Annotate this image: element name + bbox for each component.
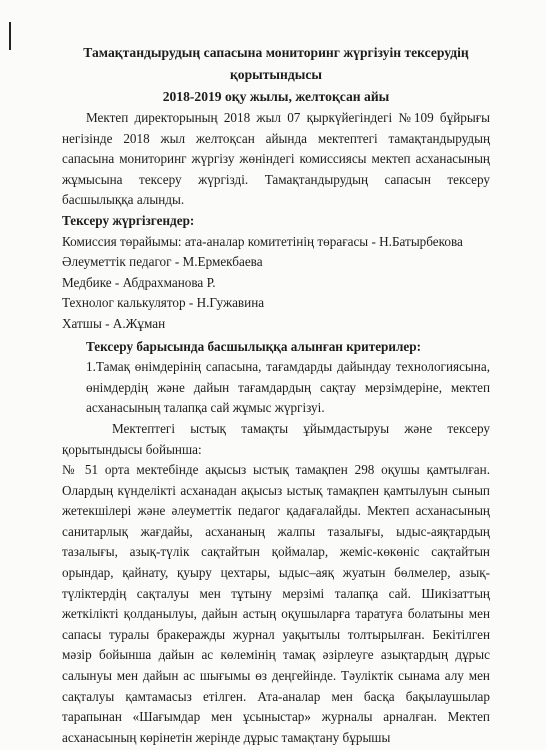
inspector-social-pedagogue: Әлеуметтік педагог - М.Ермекбаева [62,254,263,270]
document-page [62,42,490,748]
inspector-technologist: Технолог калькулятор - Н.Гужавина [62,295,265,311]
inspector-secretary: Хатшы - А.Жұман [62,315,166,331]
title-line-2: қорытындысы [229,67,323,82]
inspectors-heading: Тексеру жүргізгендер: [62,212,195,228]
title-line-1: Тамақтандырудың сапасына мониторинг жүргізуін тексерудің [83,45,469,60]
criteria-heading: Тексеру барысында басшылыққа алынған критерилер: [86,338,421,354]
inspector-nurse: Медбике - Абдрахманова Р. [62,274,216,290]
intro-paragraph: Мектеп директорының 2018 жыл 07 қыркүйегіндегі №109 бұйрығы негізінде 2018 жыл желтоқсан айында мектептегі тамақтандырудың сапасына мониторинг жүргізу жөніндегі комиссиясы мектеп асханасының жұмысына тексеру жүргізді. Тамақтандырудың сапасын тексеру басшылыққа алынды. [62,110,490,208]
criteria-item: 1.Тамақ өнімдерінің сапасына, тағамдарды дайындау технологиясына, өнімдердің және дайын тағамдардың сақтау мерзімдеріне, мектеп асханасының талапқа сай жұмыс жүргізуі. [86,359,490,416]
body-paragraph: № 51 орта мектебінде ақысыз ыстық тамақпен 298 оқушы қамтылған. Олардың күнделікті асханадан ақысыз ыстық тамақпен қамтылуын сынып жетекшілері және әлеуметтік педагог қадағалайды. Мектеп асханасының санитарлық жағдайы, асхананың жалпы тазалығы, ыдыс-аяқтардың тазалығы, азық-түлік сақтайтын қоймалар, жеміс-көкөніс сақтайтын орындар, қайнату, қуыру цехтары, ыдыс–аяқ жуатын бөлмелер, азық-түліктердің сақталуы мен тұтыну мерзімі талапқа сай. Шикізаттың жеткілікті қолданылуы, дайын астың оқушыларға таратуға болатыны мен сапасы туралы бракеражды журнал уақытылы толтырылған. Бекітілген мәзір бойынша дайын ас көлемінің тамақ әзірлеуге азықтардың дұрыс салынуы мен дайын ас шығымы өз деңгейінде. Тәуліктік сынама алу мен сақталуы қамтамасыз етілген. Ата-аналар мен басқа бақылаушылар тарапынан «Шағымдар мен ұсыныстар» журналы арналған. Мектеп асханасының көрінетін жерінде дұрыс тамақтану бұрышы [62,462,490,745]
margin-line [9,22,11,50]
title-line-3: 2018-2019 оқу жылы, желтоқсан айы [162,89,390,104]
inspector-chair: Комиссия төрайымы: ата-аналар комитетінің төрағасы - Н.Батырбекова [62,233,463,249]
results-paragraph: Мектептегі ыстық тамақты ұйымдастыруы және тексеру қорытындысы бойынша: [62,420,490,457]
